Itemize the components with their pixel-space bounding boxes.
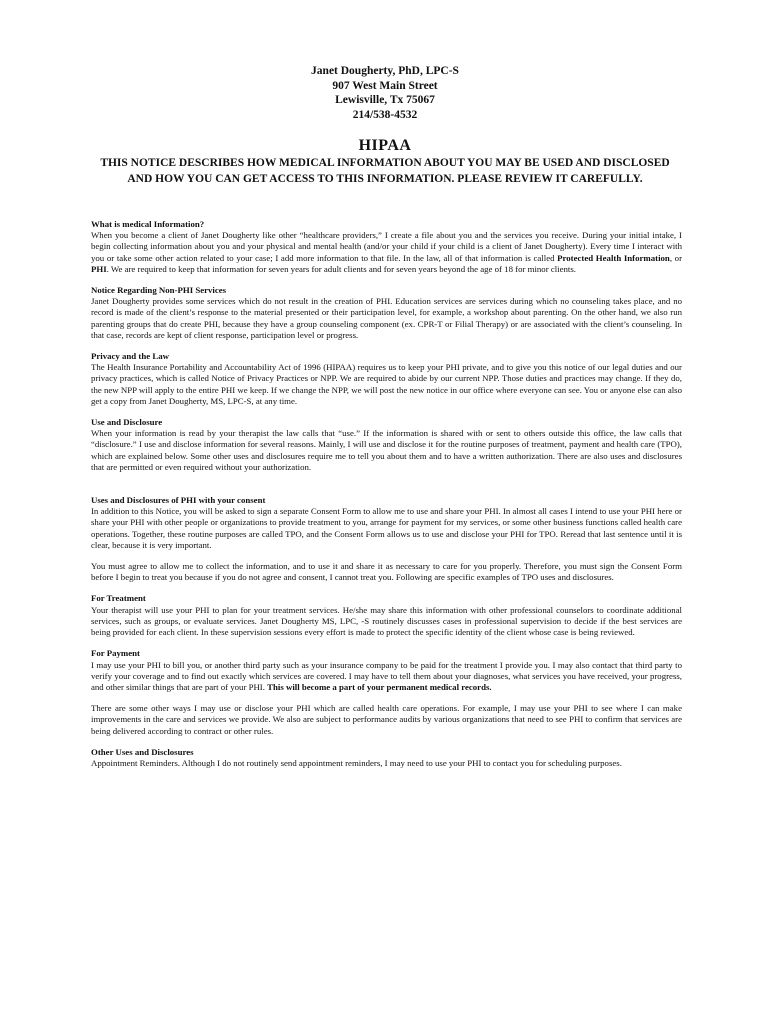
section-text: Janet Dougherty provides some services which do not result in the creation of PHI. Education services are services during which no counseling takes place, and no record is made of the client’s response to the material presented or their participation level, for example, a workshop about parenting. On the other hand, we also run parenting groups that do create PHI, because they have a group counseling component (ex. CPR-T or Filial Therapy) or are associated with the client’s counseling. In that case, records are kept of client response, participation level or progress.: [91, 296, 682, 340]
notice-banner: THIS NOTICE DESCRIBES HOW MEDICAL INFORMATION ABOUT YOU MAY BE USED AND DISCLOSED AND HOW YOU CAN GET ACCESS TO THIS INFORMATION. PLEASE REVIEW IT CAREFULLY.: [100, 157, 670, 185]
section-heading: Notice Regarding Non-PHI Services: [91, 285, 227, 296]
section-for-payment: [91, 648, 682, 693]
provider-address: 907 West Main Street: [332, 79, 438, 92]
section-other-uses: [91, 747, 682, 769]
section-heading: Use and Disclosure: [91, 417, 163, 428]
section-heading: What is medical Information?: [91, 219, 205, 229]
section-text: Appointment Reminders. Although I do not routinely send appointment reminders, I may need to use your PHI to contact you for scheduling purposes.: [91, 757, 622, 768]
bold-permanent-records: This will become a part of your permanent medical records.: [267, 681, 492, 692]
section-heading: Uses and Disclosures of PHI with your consent: [91, 495, 266, 506]
section-heading: Privacy and the Law: [91, 351, 169, 362]
document-body: [91, 219, 682, 779]
section-non-phi-services: [91, 285, 682, 341]
section-privacy-and-law: [91, 351, 682, 407]
section-text: When you become a client of Janet Dougherty like other “healthcare providers,” I create a file about you and the services you receive. During your initial intake, I begin collecting information about you and your physical and mental health (and/or your child if your child is a client of Janet Dougherty). Every time I interact with you or take some other action related to your case; I add more information to that file. In the law, all of that information is called Protected Health Information, or PHI. We are required to keep that information for seven years for adult clients and for seven years beyond the age of 18 for minor clients.: [91, 230, 682, 274]
bold-term-phi: PHI: [91, 263, 107, 274]
provider-city: Lewisville, Tx 75067: [335, 94, 435, 106]
section-use-and-disclosure: [91, 417, 682, 473]
section-text: You must agree to allow me to collect the information, and to use it and share it as necessary to care for you properly. Therefore, you must sign the Consent Form before I begin to treat you because if you do not agree and consent, I cannot treat you. Following are specific examples of TPO uses and disclosures.: [91, 561, 682, 583]
section-heading: Other Uses and Disclosures: [91, 746, 194, 757]
provider-phone: 214/538-4532: [352, 108, 418, 121]
document-title: HIPAA: [358, 137, 412, 154]
provider-name: Janet Dougherty, PhD, LPC-S: [311, 65, 459, 77]
section-consent: [91, 495, 682, 551]
section-must-agree: [91, 561, 682, 583]
section-heading: For Treatment: [91, 593, 146, 604]
section-health-care-operations: [91, 703, 682, 737]
section-what-is-medical-information: [91, 219, 682, 275]
section-heading: For Payment: [91, 648, 140, 659]
section-text: Your therapist will use your PHI to plan for your treatment services. He/she may share this information with other professional counselors to coordinate additional services, such as groups, or evaluate services. Janet Dougherty MS, LPC, -S routinely discusses cases in professional supervision to decide if the best services are being provided for each client. In these supervision sessions every effort is made to protect the specific identity of the client whose case is being reviewed.: [91, 604, 682, 638]
section-text: I may use your PHI to bill you, or another third party such as your insurance company to be paid for the treatment I provide you. I may also contact that third party to verify your coverage and to find out exactly which services are covered. I may have to tell them about your diagnoses, what services you have received, your progress, and other similar things that are part of your PHI. This will become a part of your permanent medical records.: [91, 659, 682, 692]
section-text: When your information is read by your therapist the law calls that “use.” If the information is shared with or sent to others outside this office, the law calls that “disclosure.” I use and disclose information for several reasons. Mainly, I will use and disclose it for the routine purposes of treatment, payment and health care (TPO), which are explained below. Some other uses and disclosures require me to tell you about them and to have a written authorization. There are also uses and disclosures that are permitted or even required without your authorization.: [91, 428, 682, 472]
section-for-treatment: [91, 593, 682, 638]
section-text: In addition to this Notice, you will be asked to sign a separate Consent Form to allow me to use and share your PHI. In almost all cases I intend to use your PHI here or share your PHI with other people or organizations to provide treatment to you, arrange for payment for my services, or some other business functions called health care operations. Together, these routine purposes are called TPO, and the Consent Form allows us to use and disclose your PHI for TPO. Reread that last sentence until it is clear, because it is very important.: [91, 506, 682, 550]
section-text: The Health Insurance Portability and Accountability Act of 1996 (HIPAA) requires us to keep your PHI private, and to give you this notice of our legal duties and our privacy practices, which is called Notice of Privacy Practices or NPP. We are required to abide by our current NPP. Those duties and practices may change. If they do, the new NPP will apply to the entire PHI we keep. If we change the NPP, we will post the new notice in our office where everyone can see. You or anyone else can also get a copy from Janet Dougherty, MS, LPC-S, at any time.: [91, 362, 682, 406]
letterhead: [0, 64, 770, 122]
section-text: There are some other ways I may use or disclose your PHI which are called health care operations. For example, I may use your PHI to see where I can make improvements in the care and services we provide. We also are subject to performance audits by various organizations that need to see PHI to confirm that services are being delivered according to contract or other rules.: [91, 703, 682, 736]
bold-term-phi-full: Protected Health Information: [557, 252, 670, 263]
